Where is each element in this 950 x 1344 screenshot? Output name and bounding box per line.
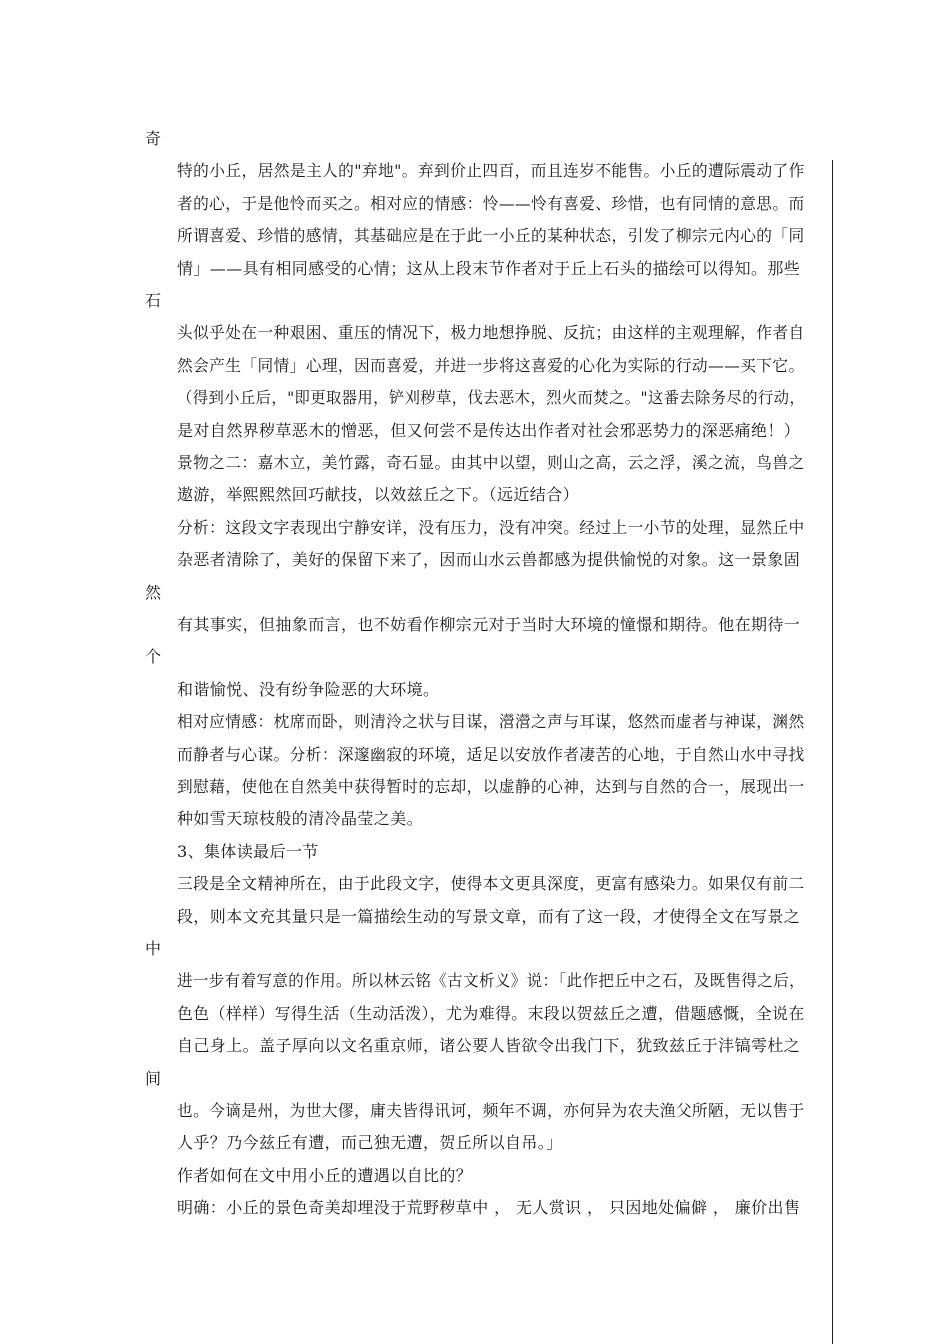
text-line: 进一步有着写意的作用。所以林云铭《古文析义》说：「此作把丘中之石，及既售得之后， — [177, 971, 805, 991]
wrapped-character: 石 — [145, 291, 162, 310]
wrapped-character: 中 — [145, 939, 162, 958]
text-line: 和谐愉悦、没有纷争险恶的大环境。 — [177, 679, 440, 699]
text-line: 种如雪天琼枝般的清冷晶莹之美。 — [177, 809, 424, 829]
text-line: 所谓喜爱、珍惜的感情，其基础应是在于此一小丘的某种状态，引发了柳宗元内心的「同 — [177, 226, 805, 246]
text-line: 到慰藉，使他在自然美中获得暂时的忘却，以虚静的心神，达到与自然的合一，展现出一 — [177, 777, 805, 796]
text-line: 相对应情感：枕席而卧，则清泠之状与目谋，瀯瀯之声与耳谋，悠然而虚者与神谋，渊然 — [177, 712, 805, 732]
text-line: 3、集体读最后一节 — [177, 841, 319, 861]
wrapped-character: 个 — [145, 647, 162, 667]
text-line: 情」——具有相同感受的心情；这从上段末节作者对于丘上石头的描绘可以得知。那些 — [177, 258, 801, 278]
text-line: （得到小丘后，"即更取器用，铲刈秽草，伐去恶木，烈火而焚之。"这番去除务尽的行动， — [177, 388, 806, 408]
text-line: 者的心，于是他怜而买之。相对应的情感：怜——怜有喜爱、珍惜，也有同情的意思。而 — [177, 193, 805, 213]
text-line: 头似乎处在一种艰困、重压的情况下，极力地想挣脱、反抗；由这样的主观理解，作者自 — [177, 323, 805, 343]
text-line: 分析：这段文字表现出宁静安详，没有压力，没有冲突。经过上一小节的处理，显然丘中 — [177, 517, 805, 537]
text-line: 有其事实，但抽象而言，也不妨看作柳宗元对于当时大环境的憧憬和期待。他在期待一 — [177, 615, 801, 634]
text-line: 明确：小丘的景色奇美却埋没于荒野秽草中 ， 无人赏识 ， 只因地处偏僻 ， 廉价出售 — [177, 1198, 801, 1218]
text-line: 而静者与心谋。分析：深邃幽寂的环境，适足以安放作者凄苦的心地，于自然山水中寻找 — [177, 744, 805, 764]
text-line: 是对自然界秽草恶木的憎恶，但又何尝不是传达出作者对社会邪恶势力的深恶痛绝！） — [177, 420, 801, 440]
text-line: 杂恶者清除了，美好的保留下来了，因而山水云兽都感为提供愉悦的对象。这一景象固 — [177, 550, 801, 570]
text-line: 三段是全文精神所在，由于此段文字，使得本文更具深度，更富有感染力。如果仅有前二 — [177, 874, 805, 894]
text-line: 然会产生「同情」心理，因而喜爱，并进一步将这喜爱的心化为实际的行动——买下它。 — [177, 355, 805, 375]
wrapped-character: 间 — [145, 1068, 162, 1088]
wrapped-character: 奇 — [145, 129, 162, 148]
text-line: 人乎？乃今兹丘有遭，而己独无遭，贺丘所以自吊。」 — [177, 1133, 563, 1153]
text-line: 自己身上。盖子厚向以文名重京师，诸公要人皆欲令出我门下，犹致兹丘于沣镐雩杜之 — [177, 1036, 801, 1056]
text-line: 景物之二：嘉木立，美竹露，奇石显。由其中以望，则山之高，云之浮，溪之流，鸟兽之 — [177, 453, 805, 472]
wrapped-character: 然 — [145, 582, 162, 602]
text-line: 作者如何在文中用小丘的遭遇以自比的？ — [177, 1165, 473, 1185]
text-line: 也。今谪是州，为世大僇，庸夫皆得讯诃，频年不调，亦何异为农夫渔父所陋，无以售于 — [177, 1101, 805, 1120]
text-line: 特的小丘，居然是主人的"弃地"。弃到价止四百，而且连岁不能售。小丘的遭际震动了作 — [177, 161, 805, 181]
text-line: 段，则本文充其量只是一篇描绘生动的写景文章，而有了这一段，才使得全文在写景之 — [177, 906, 801, 926]
right-margin-rule — [832, 160, 833, 1344]
text-line: 色色（样样）写得生活（生动活泼），尤为难得。末段以贺兹丘之遭，借题感慨，全说在 — [177, 1003, 805, 1023]
text-line: 遨游，举熙熙然回巧献技，以效兹丘之下。（远近结合） — [177, 485, 580, 505]
